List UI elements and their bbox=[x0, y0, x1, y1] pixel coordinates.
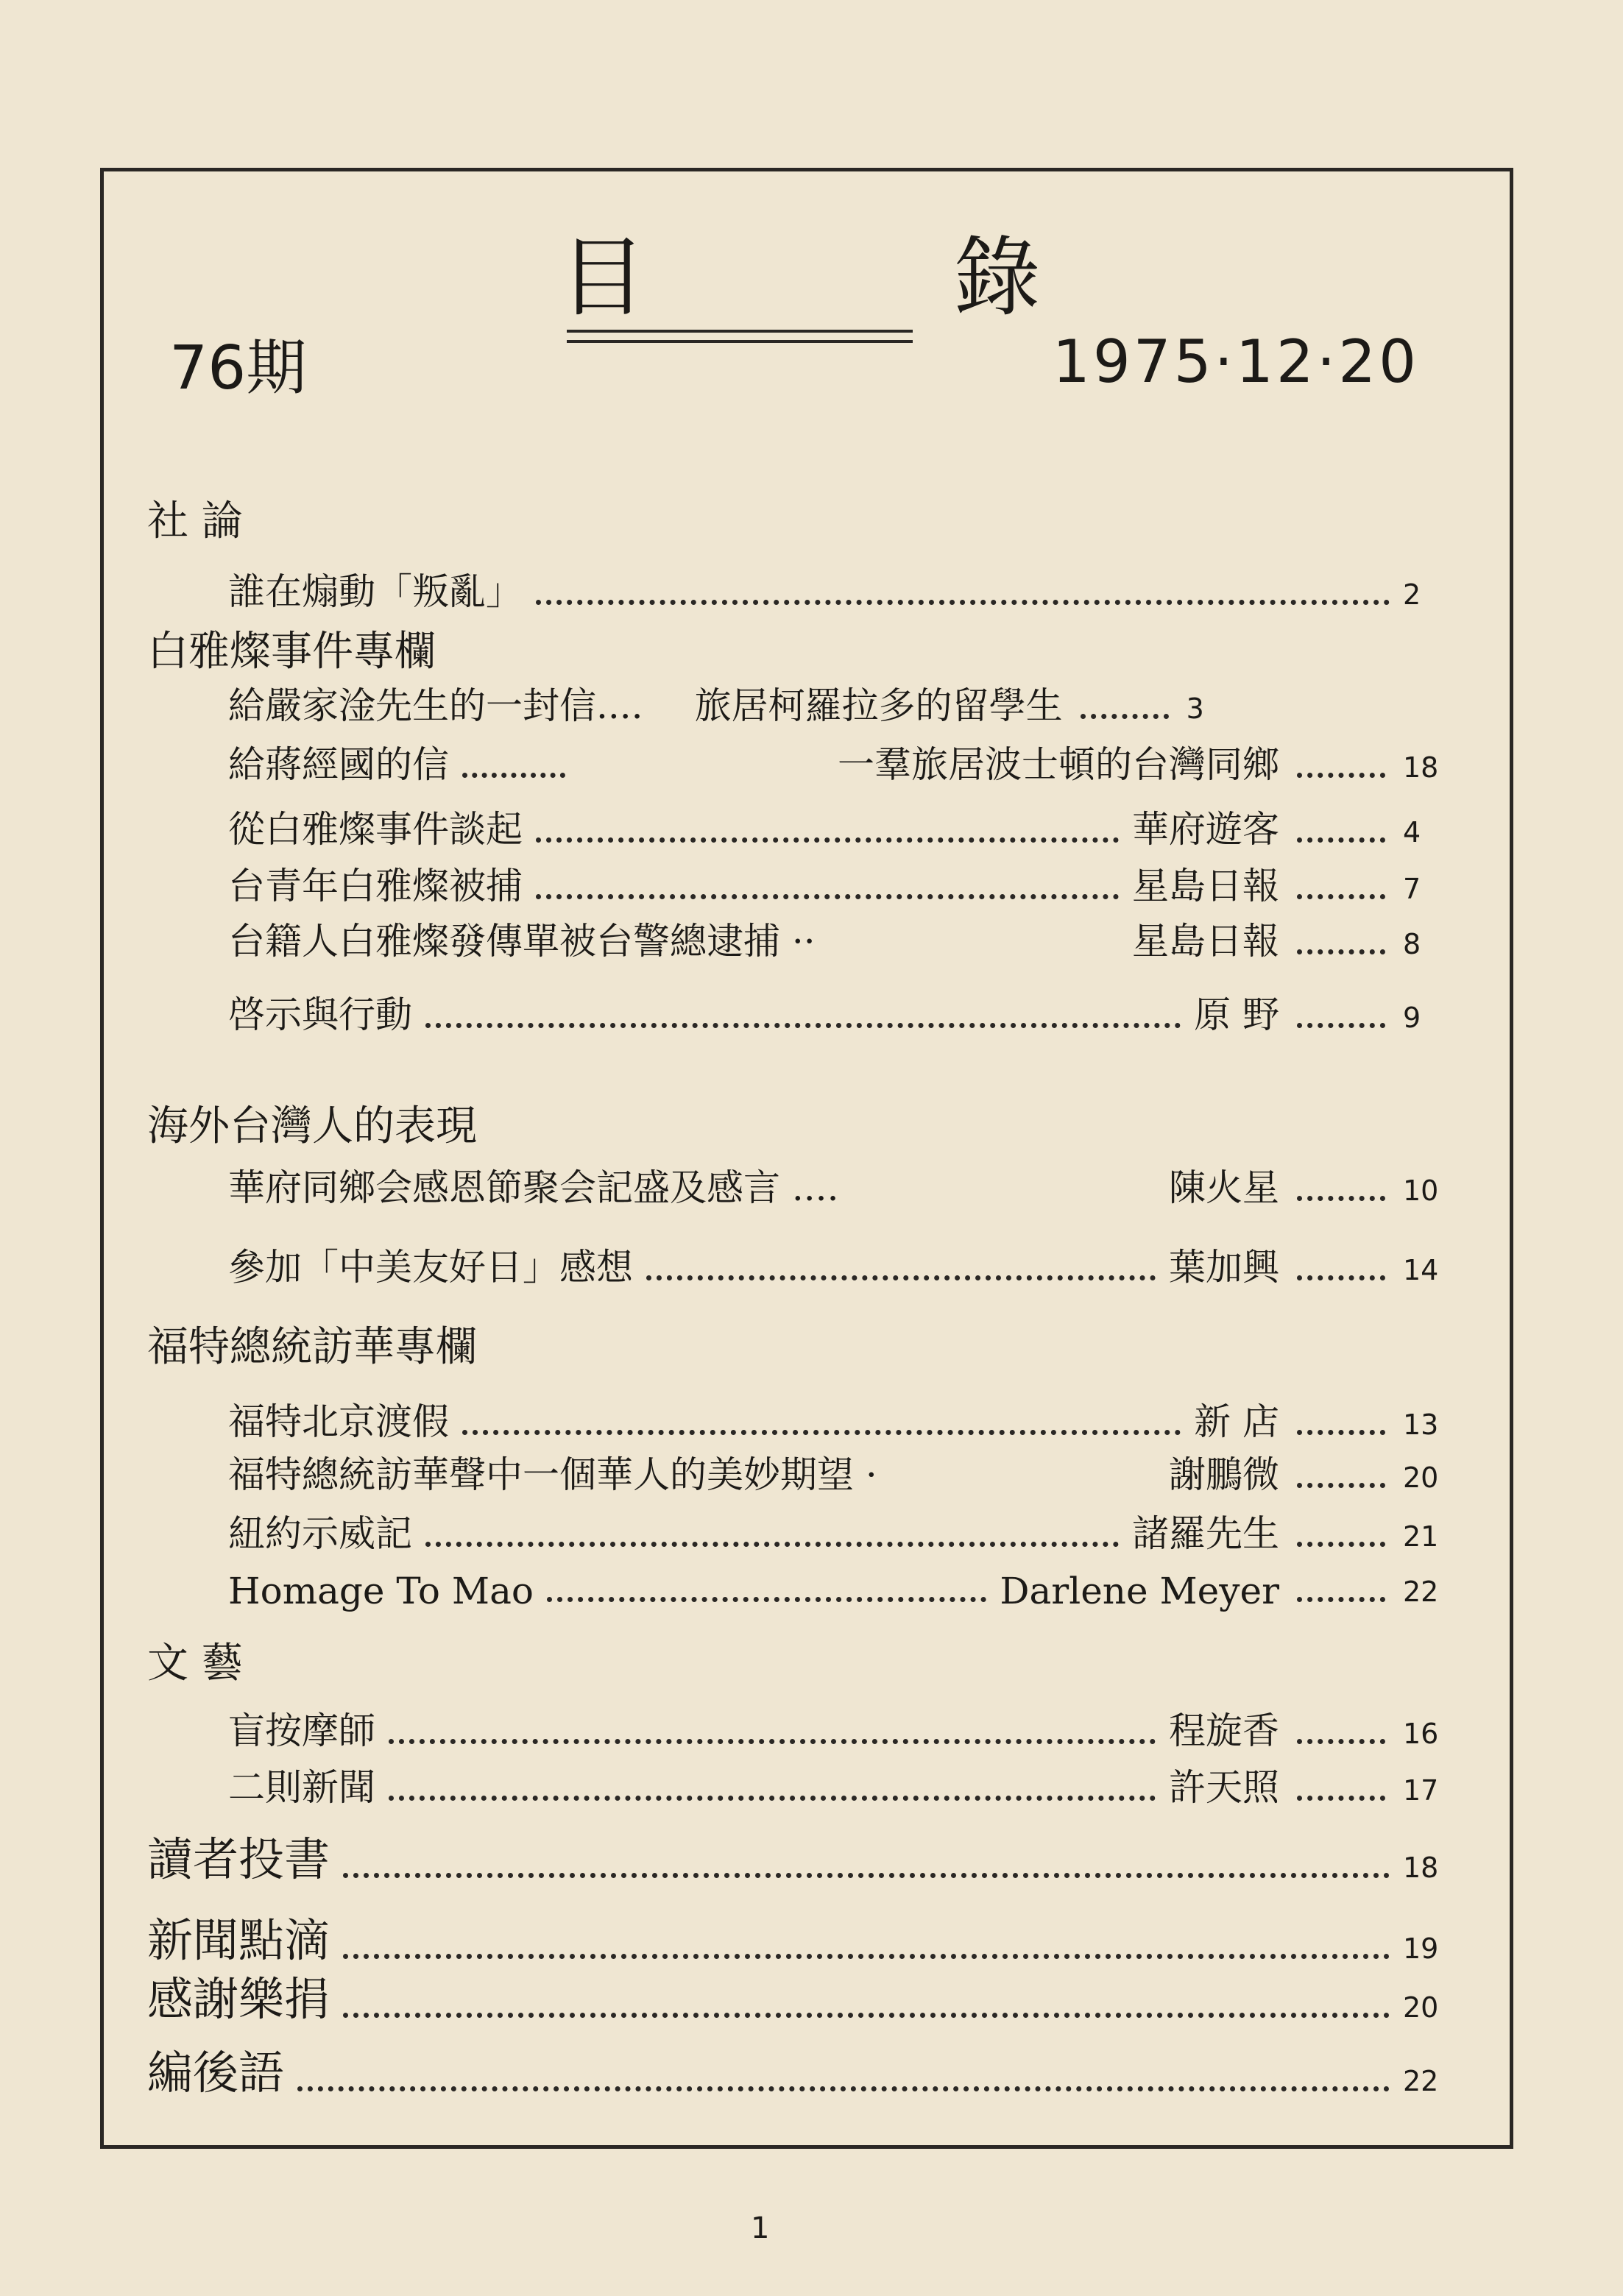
entry-author: 程旋香 bbox=[1169, 1709, 1279, 1752]
entry-title: 台籍人白雅燦發傳單被台警總逮捕 ·· bbox=[228, 920, 816, 963]
entry-page: 13 bbox=[1403, 1409, 1439, 1441]
entry-author: 華府遊客 bbox=[1132, 808, 1279, 851]
entry-author: 新 店 bbox=[1194, 1400, 1279, 1443]
entry-title: 新聞點滴 bbox=[147, 1913, 330, 1967]
entry-page: 8 bbox=[1403, 928, 1421, 960]
dot-leader bbox=[1297, 949, 1385, 954]
dot-leader bbox=[462, 1430, 1181, 1435]
dot-leader bbox=[1297, 1430, 1385, 1435]
dot-leader bbox=[536, 837, 1119, 843]
toc-entry bbox=[228, 804, 1450, 853]
entry-title: 福特北京渡假 bbox=[228, 1400, 449, 1443]
issue-date: 1975·12·20 bbox=[1053, 327, 1420, 396]
entry-title: 台青年白雅燦被捕 bbox=[228, 865, 523, 907]
toc-entry bbox=[147, 1972, 1450, 2028]
entry-title: 福特總統訪華聲中一個華人的美妙期望 · bbox=[228, 1453, 877, 1496]
toc-entry bbox=[228, 1242, 1450, 1291]
dot-leader bbox=[536, 894, 1119, 899]
entry-page: 3 bbox=[1186, 692, 1204, 725]
entry-page: 18 bbox=[1403, 1852, 1439, 1884]
toc-entry bbox=[228, 1509, 1450, 1557]
dot-leader bbox=[1081, 714, 1169, 719]
section-heading: 福特總統訪華專欄 bbox=[147, 1323, 477, 1371]
dot-leader bbox=[1297, 1739, 1385, 1744]
dot-leader bbox=[1297, 1597, 1385, 1602]
entry-page: 19 bbox=[1403, 1932, 1439, 1965]
entry-title: 給嚴家淦先生的一封信.... bbox=[228, 684, 643, 727]
entry-author: 旅居柯羅拉多的留學生 bbox=[694, 684, 1063, 727]
entry-author: 諸羅先生 bbox=[1132, 1512, 1279, 1555]
entry-page: 22 bbox=[1403, 1576, 1439, 1608]
toc-entry bbox=[228, 1163, 1450, 1211]
entry-title: 從白雅燦事件談起 bbox=[228, 808, 523, 851]
entry-author: 原 野 bbox=[1194, 993, 1279, 1036]
toc-entry bbox=[228, 1450, 1450, 1498]
toc-entry bbox=[228, 1564, 1450, 1612]
page-number: 1 bbox=[751, 2211, 770, 2245]
entry-page: 22 bbox=[1403, 2065, 1439, 2097]
entry-page: 7 bbox=[1403, 873, 1421, 905]
entry-page: 18 bbox=[1403, 751, 1439, 784]
dot-leader bbox=[343, 1954, 1390, 1959]
entry-title: 二則新聞 bbox=[228, 1766, 375, 1809]
dot-leader bbox=[1297, 1796, 1385, 1801]
section-heading: 海外台灣人的表現 bbox=[147, 1102, 477, 1150]
toc-entry bbox=[228, 861, 1450, 910]
entry-author: 葉加興 bbox=[1169, 1246, 1279, 1289]
dot-leader bbox=[1297, 773, 1385, 778]
dot-leader bbox=[1297, 1483, 1385, 1488]
entry-title: 編後語 bbox=[147, 2046, 285, 2100]
entry-title: 參加「中美友好日」感想 bbox=[228, 1246, 633, 1289]
entry-title: 啓示與行動 bbox=[228, 993, 412, 1036]
page-title: 目 錄 bbox=[559, 227, 1181, 328]
title-underline bbox=[567, 330, 913, 343]
dot-leader bbox=[462, 773, 565, 778]
entry-page: 9 bbox=[1403, 1002, 1421, 1034]
toc-entry bbox=[147, 2046, 1450, 2102]
toc-entry bbox=[228, 740, 1450, 788]
section-heading: 白雅燦事件專欄 bbox=[147, 628, 436, 676]
entry-page: 2 bbox=[1403, 578, 1421, 611]
entry-page: 14 bbox=[1403, 1254, 1439, 1286]
dot-leader bbox=[425, 1542, 1119, 1547]
entry-title: 誰在煽動「叛亂」 bbox=[228, 570, 523, 613]
dot-leader bbox=[536, 600, 1390, 605]
entry-page: 21 bbox=[1403, 1520, 1439, 1553]
dot-leader bbox=[1297, 1275, 1385, 1280]
entry-page: 20 bbox=[1403, 1461, 1439, 1494]
entry-title: 華府同鄉会感恩節聚会記盛及感言 .... bbox=[228, 1166, 839, 1209]
entry-author: Darlene Meyer bbox=[1000, 1570, 1279, 1612]
toc-entry bbox=[228, 1397, 1450, 1445]
entry-title: Homage To Mao bbox=[228, 1570, 534, 1612]
entry-page: 10 bbox=[1403, 1174, 1439, 1207]
toc-entry bbox=[147, 1832, 1450, 1888]
toc-entry bbox=[228, 1762, 1450, 1811]
toc-entry bbox=[228, 1706, 1450, 1754]
entry-author: 星島日報 bbox=[1132, 920, 1279, 963]
dot-leader bbox=[1297, 837, 1385, 843]
entry-author: 許天照 bbox=[1169, 1766, 1279, 1809]
dot-leader bbox=[425, 1023, 1181, 1028]
entry-title: 感謝樂捐 bbox=[147, 1972, 330, 2026]
toc-entry bbox=[228, 916, 1450, 965]
entry-page: 20 bbox=[1403, 1991, 1439, 2024]
dot-leader bbox=[343, 2013, 1390, 2018]
entry-author: 陳火星 bbox=[1169, 1166, 1279, 1209]
entry-page: 17 bbox=[1403, 1774, 1439, 1807]
dot-leader bbox=[297, 2086, 1390, 2091]
section-heading: 文 藝 bbox=[147, 1640, 243, 1687]
entry-author: 一羣旅居波士頓的台灣同鄉 bbox=[838, 743, 1279, 786]
entry-author: 謝鵬微 bbox=[1169, 1453, 1279, 1496]
section-heading: 社 論 bbox=[147, 497, 243, 545]
entry-page: 4 bbox=[1403, 816, 1421, 848]
issue-number: 76期 bbox=[169, 333, 307, 403]
entry-title: 盲按摩師 bbox=[228, 1709, 375, 1752]
toc-entry bbox=[228, 567, 1450, 615]
toc-entry bbox=[228, 990, 1450, 1038]
dot-leader bbox=[389, 1796, 1156, 1801]
dot-leader bbox=[1297, 1542, 1385, 1547]
toc-entry bbox=[147, 1913, 1450, 1969]
entry-title: 紐約示威記 bbox=[228, 1512, 412, 1555]
toc-entry bbox=[228, 681, 1450, 729]
entry-author: 星島日報 bbox=[1132, 865, 1279, 907]
entry-title: 讀者投書 bbox=[147, 1832, 330, 1886]
dot-leader bbox=[1297, 1023, 1385, 1028]
entry-title: 給蔣經國的信 bbox=[228, 743, 449, 786]
dot-leader bbox=[547, 1597, 986, 1602]
dot-leader bbox=[646, 1275, 1156, 1280]
dot-leader bbox=[1297, 894, 1385, 899]
entry-page: 16 bbox=[1403, 1718, 1439, 1750]
dot-leader bbox=[1297, 1196, 1385, 1201]
dot-leader bbox=[389, 1739, 1156, 1744]
dot-leader bbox=[343, 1873, 1390, 1878]
